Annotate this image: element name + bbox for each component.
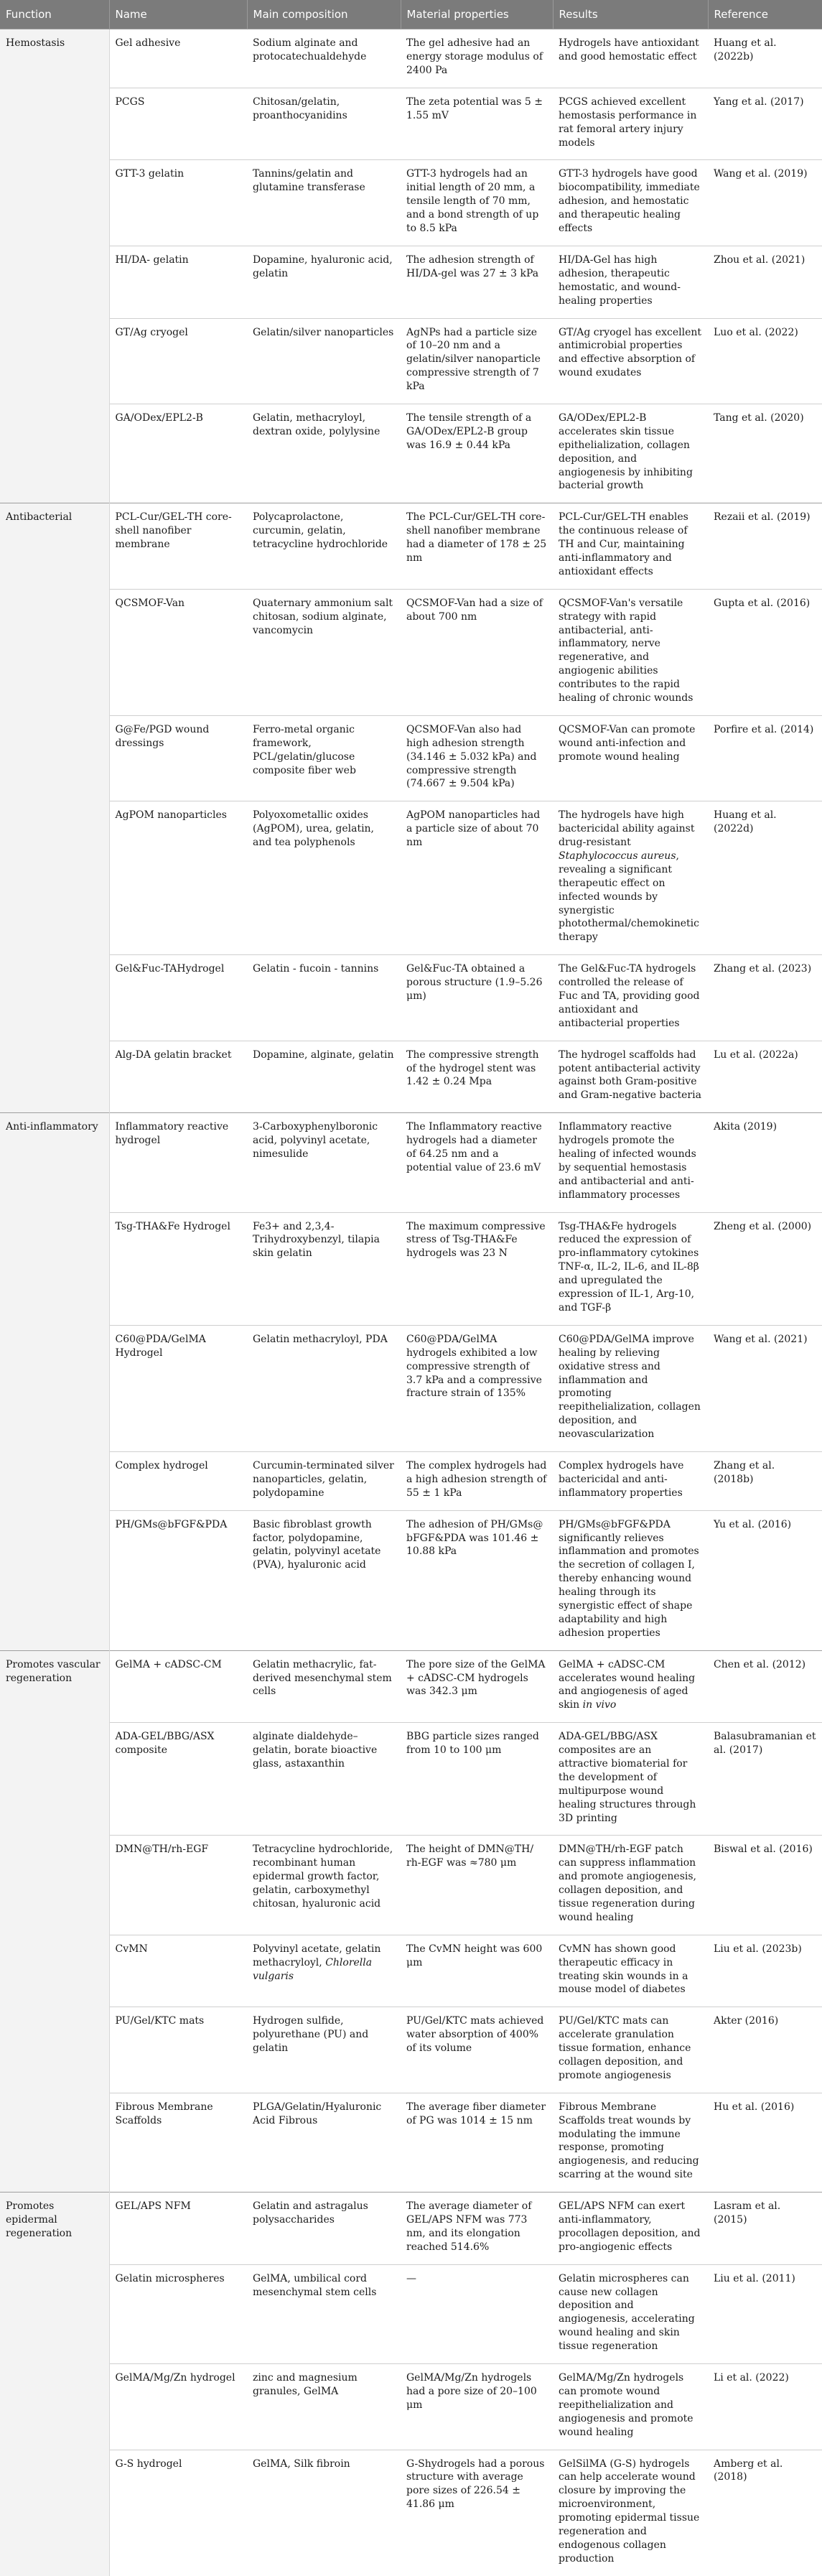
function-cell [0,318,109,404]
properties-cell: The height of DMN@TH/ rh-EGF was ≈780 μm [401,1836,553,1935]
reference-cell: Tang et al. (2020) [708,404,822,503]
name-cell: GelMA/Mg/Zn hydrogel [109,2364,247,2450]
properties-cell: QCSMOF-Van had a size of about 700 nm [401,589,553,715]
header-row [0,0,822,29]
properties-cell: GTT-3 hydrogels had an initial length of 20 mm, a tensile length of 70 mm, and a bond strength of up to 8.5 kPa [401,160,553,246]
function-cell [0,1212,109,1325]
function-cell [0,801,109,955]
table-row [0,88,822,160]
results-cell: Hydrogels have antioxidant and good hemostatic effect [553,29,708,88]
properties-cell: The Inflammatory reactive hydrogels had a diameter of 64.25 nm and a potential value of 23.6 mV [401,1113,553,1212]
name-cell: QCSMOF-Van [109,589,247,715]
name-cell: Gel&Fuc-TAHydrogel [109,955,247,1041]
reference-cell: Zhang et al. (2023) [708,955,822,1041]
function-cell [0,1325,109,1451]
composition-cell: GelMA, Silk fibroin [247,2450,401,2576]
table-row [0,715,822,801]
reference-cell: Li et al. (2022) [708,2364,822,2450]
function-cell [0,2364,109,2450]
reference-cell: Akter (2016) [708,2007,822,2093]
header-results: Results [553,0,708,29]
header-function: Function [0,0,109,29]
name-cell: Alg-DA gelatin bracket [109,1041,247,1113]
composition-cell: zinc and magnesium granules, GelMA [247,2364,401,2450]
results-cell: CvMN has shown good therapeutic efficacy in treating skin wounds in a mouse model of diabetes [553,1935,708,2007]
name-cell: G-S hydrogel [109,2450,247,2576]
reference-cell: Amberg et al. (2018) [708,2450,822,2576]
properties-cell: C60@PDA/GelMA hydrogels exhibited a low compressive strength of 3.7 kPa and a compressive fracture strain of 135% [401,1325,553,1451]
name-cell: PCL-Cur/GEL-TH core-shell nanofiber membrane [109,503,247,589]
table-body [0,29,822,2576]
composition-cell-text: Polyvinyl acetate, gelatin methacryloyl, [253,1943,381,1968]
results-cell [553,801,708,955]
results-cell: GTT-3 hydrogels have good biocompatibility, immediate adhesion, and hemostatic and therapeutic healing effects [553,160,708,246]
properties-cell: QCSMOF-Van also had high adhesion strength (34.146 ± 5.032 kPa) and compressive strength (74.667 ± 9.504 kPa) [401,715,553,801]
name-cell: HI/DA- gelatin [109,246,247,318]
composition-cell: Gelatin/silver nanoparticles [247,318,401,404]
function-cell [0,1510,109,1650]
results-cell-italic-text: Staphylococcus aureus [559,850,676,862]
function-cell [0,160,109,246]
reference-cell: Luo et al. (2022) [708,318,822,404]
function-cell [0,404,109,503]
composition-cell: Chitosan/gelatin, proanthocyanidins [247,88,401,160]
properties-cell: — [401,2264,553,2363]
reference-cell: Biswal et al. (2016) [708,1836,822,1935]
results-cell: HI/DA-Gel has high adhesion, therapeutic hemostatic, and wound-healing properties [553,246,708,318]
properties-cell: AgNPs had a particle size of 10–20 nm and a gelatin/silver nanoparticle compressive strength of 7 kPa [401,318,553,404]
results-cell: PH/GMs@bFGF&PDA significantly relieves inflammation and promotes the secretion of collagen I, thereby enhancing wound healing through its synergistic effect of shape adaptability and high adhesion properties [553,1510,708,1650]
results-cell: The hydrogel scaffolds had potent antibacterial activity against both Gram-positive and Gram-negative bacteria [553,1041,708,1113]
function-cell [0,1451,109,1510]
table-row [0,589,822,715]
results-cell: C60@PDA/GelMA improve healing by relieving oxidative stress and inflammation and promoting reepithelialization, collagen deposition, and neovascularization [553,1325,708,1451]
name-cell: GelMA + cADSC-CM [109,1650,247,1723]
composition-cell: 3-Carboxyphenylboronic acid, polyvinyl acetate, nimesulide [247,1113,401,1212]
reference-cell: Porfire et al. (2014) [708,715,822,801]
properties-cell: The complex hydrogels had a high adhesion strength of 55 ± 1 kPa [401,1451,553,1510]
reference-cell: Akita (2019) [708,1113,822,1212]
function-cell [0,88,109,160]
results-cell: QCSMOF-Van's versatile strategy with rapid antibacterial, anti-inflammatory, nerve regenerative, and angiogenic abilities contributes to the rapid healing of chronic wounds [553,589,708,715]
reference-cell: Huang et al. (2022d) [708,801,822,955]
properties-cell: The PCL-Cur/GEL-TH core-shell nanofiber membrane had a diameter of 178 ± 25 nm [401,503,553,589]
results-cell: QCSMOF-Van can promote wound anti-infection and promote wound healing [553,715,708,801]
composition-cell: Sodium alginate and protocatechualdehyde [247,29,401,88]
composition-cell: Gelatin - fucoin - tannins [247,955,401,1041]
composition-cell: Hydrogen sulfide, polyurethane (PU) and gelatin [247,2007,401,2093]
table-row [0,955,822,1041]
composition-cell: Gelatin and astragalus polysaccharides [247,2193,401,2265]
results-cell: GelSilMA (G-S) hydrogels can help accelerate wound closure by improving the microenvironment, promoting epidermal tissue regeneration and endogenous collagen production [553,2450,708,2576]
name-cell: C60@PDA/GelMA Hydrogel [109,1325,247,1451]
name-cell: Gel adhesive [109,29,247,88]
reference-cell: Yang et al. (2017) [708,88,822,160]
table-row [0,1650,822,1723]
table-row [0,1451,822,1510]
results-cell-text-after: , revealing a significant therapeutic effect on infected wounds by synergistic photothermal/chemokinetic therapy [559,850,699,944]
composition-cell: Dopamine, alginate, gelatin [247,1041,401,1113]
results-cell [553,1650,708,1723]
composition-cell: Tetracycline hydrochloride, recombinant human epidermal growth factor, gelatin, carboxymethyl chitosan, hyaluronic acid [247,1836,401,1935]
function-cell [0,955,109,1041]
table-row [0,2193,822,2265]
table-row [0,2364,822,2450]
table-row [0,801,822,955]
composition-cell: Polyoxometallic oxides (AgPOM), urea, gelatin, and tea polyphenols [247,801,401,955]
function-cell [0,246,109,318]
name-cell: PU/Gel/KTC mats [109,2007,247,2093]
reference-cell: Liu et al. (2023b) [708,1935,822,2007]
properties-cell: The CvMN height was 600 μm [401,1935,553,2007]
properties-cell: The zeta potential was 5 ± 1.55 mV [401,88,553,160]
table-row [0,1836,822,1935]
table-row [0,2264,822,2363]
properties-cell: The maximum compressive stress of Tsg-THA&Fe hydrogels was 23 N [401,1212,553,1325]
results-cell: DMN@TH/rh-EGF patch can suppress inflammation and promote angiogenesis, collagen deposition, and tissue regeneration during wound healing [553,1836,708,1935]
results-cell: Fibrous Membrane Scaffolds treat wounds by modulating the immune response, promoting angiogenesis, and reducing scarring at the wound site [553,2093,708,2192]
table-row [0,246,822,318]
name-cell: Inflammatory reactive hydrogel [109,1113,247,1212]
table-row [0,318,822,404]
properties-cell: BBG particle sizes ranged from 10 to 100 μm [401,1723,553,1836]
reference-cell: Huang et al. (2022b) [708,29,822,88]
table-row [0,2093,822,2192]
name-cell: Complex hydrogel [109,1451,247,1510]
reference-cell: Chen et al. (2012) [708,1650,822,1723]
composition-cell: Ferro-metal organic framework, PCL/gelatin/glucose composite fiber web [247,715,401,801]
reference-cell: Lu et al. (2022a) [708,1041,822,1113]
header-material-properties: Material properties [401,0,553,29]
function-cell [0,2450,109,2576]
header-name: Name [109,0,247,29]
name-cell: GA/ODex/EPL2-B [109,404,247,503]
results-cell: PCGS achieved excellent hemostasis performance in rat femoral artery injury models [553,88,708,160]
composition-cell: Gelatin methacryloyl, PDA [247,1325,401,1451]
reference-cell: Hu et al. (2016) [708,2093,822,2192]
table-row [0,1113,822,1212]
results-cell: PU/Gel/KTC mats can accelerate granulation tissue formation, enhance collagen deposition, and promote angiogenesis [553,2007,708,2093]
composition-cell: Basic fibroblast growth factor, polydopamine, gelatin, polyvinyl acetate (PVA), hyaluronic acid [247,1510,401,1650]
table-row [0,1212,822,1325]
properties-cell: The adhesion of PH/GMs@ bFGF&PDA was 101.46 ± 10.88 kPa [401,1510,553,1650]
composition-cell: Fe3+ and 2,3,4-Trihydroxybenzyl, tilapia skin gelatin [247,1212,401,1325]
table-row [0,2450,822,2576]
results-cell: GEL/APS NFM can exert anti-inflammatory, procollagen deposition, and pro-angiogenic effects [553,2193,708,2265]
table-row [0,503,822,589]
composition-cell: Gelatin, methacryloyl, dextran oxide, polylysine [247,404,401,503]
function-cell: Promotes epidermal regeneration [0,2193,109,2265]
name-cell: CvMN [109,1935,247,2007]
reference-cell: Wang et al. (2019) [708,160,822,246]
reference-cell: Rezaii et al. (2019) [708,503,822,589]
function-cell: Antibacterial [0,503,109,589]
composition-cell: PLGA/Gelatin/Hyaluronic Acid Fibrous [247,2093,401,2192]
composition-cell [247,1935,401,2007]
results-cell: GelMA/Mg/Zn hydrogels can promote wound reepithelialization and angiogenesis and promote wound healing [553,2364,708,2450]
composition-cell: alginate dialdehyde–gelatin, borate bioactive glass, astaxanthin [247,1723,401,1836]
name-cell: G@Fe/PGD wound dressings [109,715,247,801]
table-row [0,1935,822,2007]
table-row [0,1510,822,1650]
reference-cell: Liu et al. (2011) [708,2264,822,2363]
function-cell [0,1836,109,1935]
table-row [0,160,822,246]
function-cell: Anti-inflammatory [0,1113,109,1212]
properties-cell: The adhesion strength of HI/DA-gel was 27 ± 3 kPa [401,246,553,318]
name-cell: Tsg-THA&Fe Hydrogel [109,1212,247,1325]
table-row [0,404,822,503]
reference-cell: Balasubramanian et al. (2017) [708,1723,822,1836]
name-cell: GEL/APS NFM [109,2193,247,2265]
function-cell [0,715,109,801]
results-cell: GA/ODex/EPL2-B accelerates skin tissue epithelialization, collagen deposition, and angiogenesis by inhibiting bacterial growth [553,404,708,503]
results-cell: PCL-Cur/GEL-TH enables the continuous release of TH and Cur, maintaining anti-inflammatory and antioxidant effects [553,503,708,589]
results-cell: ADA-GEL/BBG/ASX composites are an attractive biomaterial for the development of multipurpose wound healing structures through 3D printing [553,1723,708,1836]
function-cell: Promotes vascular regeneration [0,1650,109,1723]
reference-cell: Yu et al. (2016) [708,1510,822,1650]
reference-cell: Zhou et al. (2021) [708,246,822,318]
table-row [0,1723,822,1836]
results-cell-text: The hydrogels have high bactericidal ability against drug-resistant [559,809,695,849]
properties-cell: Gel&Fuc-TA obtained a porous structure (1.9–5.26 μm) [401,955,553,1041]
results-cell: Gelatin microspheres can cause new collagen deposition and angiogenesis, accelerating wound healing and skin tissue regeneration [553,2264,708,2363]
results-cell: The Gel&Fuc-TA hydrogels controlled the release of Fuc and TA, providing good antioxidant and antibacterial properties [553,955,708,1041]
table-row [0,2007,822,2093]
properties-cell: AgPOM nanoparticles had a particle size of about 70 nm [401,801,553,955]
composition-cell: Polycaprolactone, curcumin, gelatin, tetracycline hydrochloride [247,503,401,589]
properties-cell: The average diameter of GEL/APS NFM was 773 nm, and its elongation reached 514.6% [401,2193,553,2265]
reference-cell: Lasram et al. (2015) [708,2193,822,2265]
function-cell [0,2264,109,2363]
name-cell: PH/GMs@bFGF&PDA [109,1510,247,1650]
name-cell: Fibrous Membrane Scaffolds [109,2093,247,2192]
name-cell: AgPOM nanoparticles [109,801,247,955]
name-cell: PCGS [109,88,247,160]
reference-cell: Wang et al. (2021) [708,1325,822,1451]
results-cell: Inflammatory reactive hydrogels promote the healing of infected wounds by sequential hemostasis and antibacterial and anti-inflammatory processes [553,1113,708,1212]
composition-cell: Curcumin-terminated silver nanoparticles, gelatin, polydopamine [247,1451,401,1510]
name-cell: GTT-3 gelatin [109,160,247,246]
results-cell-italic-text: in vivo [582,1699,617,1711]
results-cell-text: GelMA + cADSC-CM accelerates wound healing and angiogenesis of aged skin [559,1658,696,1711]
function-cell [0,1041,109,1113]
reference-cell: Zheng et al. (2000) [708,1212,822,1325]
function-cell: Hemostasis [0,29,109,88]
properties-cell: G-Shydrogels had a porous structure with average pore sizes of 226.54 ± 41.86 μm [401,2450,553,2576]
composition-cell: Tannins/gelatin and glutamine transferase [247,160,401,246]
composition-cell: GelMA, umbilical cord mesenchymal stem cells [247,2264,401,2363]
composition-cell: Gelatin methacrylic, fat-derived mesenchymal stem cells [247,1650,401,1723]
properties-cell: The compressive strength of the hydrogel stent was 1.42 ± 0.24 Mpa [401,1041,553,1113]
properties-cell: PU/Gel/KTC mats achieved water absorption of 400% of its volume [401,2007,553,2093]
function-cell [0,1935,109,2007]
table-row [0,29,822,88]
function-cell [0,2093,109,2192]
name-cell: Gelatin microspheres [109,2264,247,2363]
reference-cell: Zhang et al. (2018b) [708,1451,822,1510]
properties-cell: The tensile strength of a GA/ODex/EPL2-B group was 16.9 ± 0.44 kPa [401,404,553,503]
name-cell: DMN@TH/rh-EGF [109,1836,247,1935]
composition-cell: Quaternary ammonium salt chitosan, sodium alginate, vancomycin [247,589,401,715]
function-cell [0,1723,109,1836]
composition-cell: Dopamine, hyaluronic acid, gelatin [247,246,401,318]
name-cell: ADA-GEL/BBG/ASX composite [109,1723,247,1836]
properties-cell: The gel adhesive had an energy storage modulus of 2400 Pa [401,29,553,88]
results-cell: Tsg-THA&Fe hydrogels reduced the expression of pro-inflammatory cytokines TNF-α, IL-2, IL-6, and IL-8β and upregulated the expression of IL-1, Arg-10, and TGF-β [553,1212,708,1325]
name-cell: GT/Ag cryogel [109,318,247,404]
header-reference: Reference [708,0,822,29]
composition-cell-italic-text: Chlorella vulgaris [253,1956,373,1982]
table-row [0,1041,822,1113]
function-cell [0,589,109,715]
properties-cell: The pore size of the GelMA + cADSC-CM hydrogels was 342.3 μm [401,1650,553,1723]
properties-cell: GelMA/Mg/Zn hydrogels had a pore size of 20–100 μm [401,2364,553,2450]
table-row [0,1325,822,1451]
function-cell [0,2007,109,2093]
reference-cell: Gupta et al. (2016) [708,589,822,715]
properties-cell: The average fiber diameter of PG was 1014 ± 15 nm [401,2093,553,2192]
header-main-composition: Main composition [247,0,401,29]
results-cell: Complex hydrogels have bactericidal and anti-inflammatory properties [553,1451,708,1510]
results-cell: GT/Ag cryogel has excellent antimicrobial properties and effective absorption of wound exudates [553,318,708,404]
